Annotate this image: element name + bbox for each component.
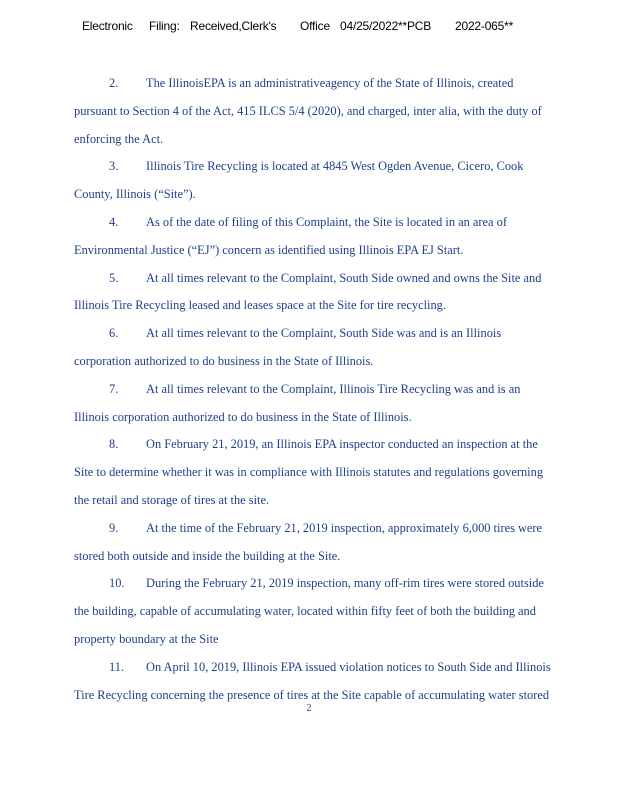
paragraph-2 <box>74 70 554 153</box>
document-body <box>74 70 554 709</box>
header-date: 04/25/2022**PCB <box>340 19 432 33</box>
paragraph-text: At all times relevant to the Complaint, South Side owned and owns the Site and Illinois Tire Recycling leased and leases space at the Site for tire recycling. <box>74 270 542 313</box>
paragraph-8 <box>74 431 554 514</box>
header-electronic: Electronic <box>82 19 133 33</box>
paragraph-7 <box>74 376 554 432</box>
paragraph-text: At all times relevant to the Complaint, Illinois Tire Recycling was and is an Illinois corporation authorized to do business in the State of Illinois. <box>74 381 521 424</box>
paragraph-number: 3. <box>109 159 119 174</box>
page-number: 2 <box>306 703 312 714</box>
paragraph-5 <box>74 265 554 321</box>
paragraph-text: During the February 21, 2019 inspection, many off-rim tires were stored outside the building, capable of accumulating water, located within fifty feet of both the building and property boundary at the Site <box>74 576 544 646</box>
header-received: Received,Clerk's <box>190 19 277 33</box>
paragraph-10 <box>74 570 554 653</box>
paragraph-number: 2. <box>109 76 119 90</box>
paragraph-4 <box>74 209 554 265</box>
header-filing: Filing: <box>149 19 180 33</box>
paragraph-number: 8. <box>109 437 119 452</box>
paragraph-text: At the time of the February 21, 2019 inspection, approximately 6,000 tires were stored both outside and inside the building at the Site. <box>74 520 543 563</box>
paragraph-text: On February 21, 2019, an Illinois EPA inspector conducted an inspection at the Site to determine whether it was in compliance with Illinois statutes and regulations governing the retail and storage of tires at the site. <box>74 437 544 507</box>
paragraph-9 <box>74 515 554 571</box>
paragraph-number: 7. <box>109 381 119 396</box>
paragraph-11 <box>74 654 554 710</box>
paragraph-text: The IllinoisEPA is an administrativeagency of the State of Illinois, created pursuant to Section 4 of the Act, 415 ILCS 5/4 (2020), and charged, inter alia, with the duty of enforcing the Act. <box>74 76 542 146</box>
paragraph-6 <box>74 320 554 376</box>
paragraph-text: As of the date of filing of this Complaint, the Site is located in an area of Environmental Justice (“EJ”) concern as identified using Illinois EPA EJ Start. <box>74 214 507 257</box>
paragraph-number: 6. <box>109 326 119 341</box>
header-office: Office <box>300 19 330 33</box>
paragraph-text: On April 10, 2019, Illinois EPA issued violation notices to South Side and Illinois Tire Recycling concerning the presence of tires at the Site capable of accumulating water stored <box>74 659 551 702</box>
paragraph-3 <box>74 153 554 209</box>
paragraph-number: 10. <box>109 576 125 591</box>
header-case-number: 2022-065** <box>455 19 514 33</box>
paragraph-text: At all times relevant to the Complaint, South Side was and is an Illinois corporation authorized to do business in the State of Illinois. <box>74 326 502 368</box>
paragraph-number: 4. <box>109 214 119 229</box>
paragraph-number: 5. <box>109 270 119 285</box>
electronic-filing-header <box>0 19 618 37</box>
paragraph-number: 9. <box>109 520 119 535</box>
paragraph-number: 11. <box>109 659 125 674</box>
paragraph-text: Illinois Tire Recycling is located at 4845 West Ogden Avenue, Cicero, Cook County, Illinois (“Site”). <box>74 159 524 202</box>
